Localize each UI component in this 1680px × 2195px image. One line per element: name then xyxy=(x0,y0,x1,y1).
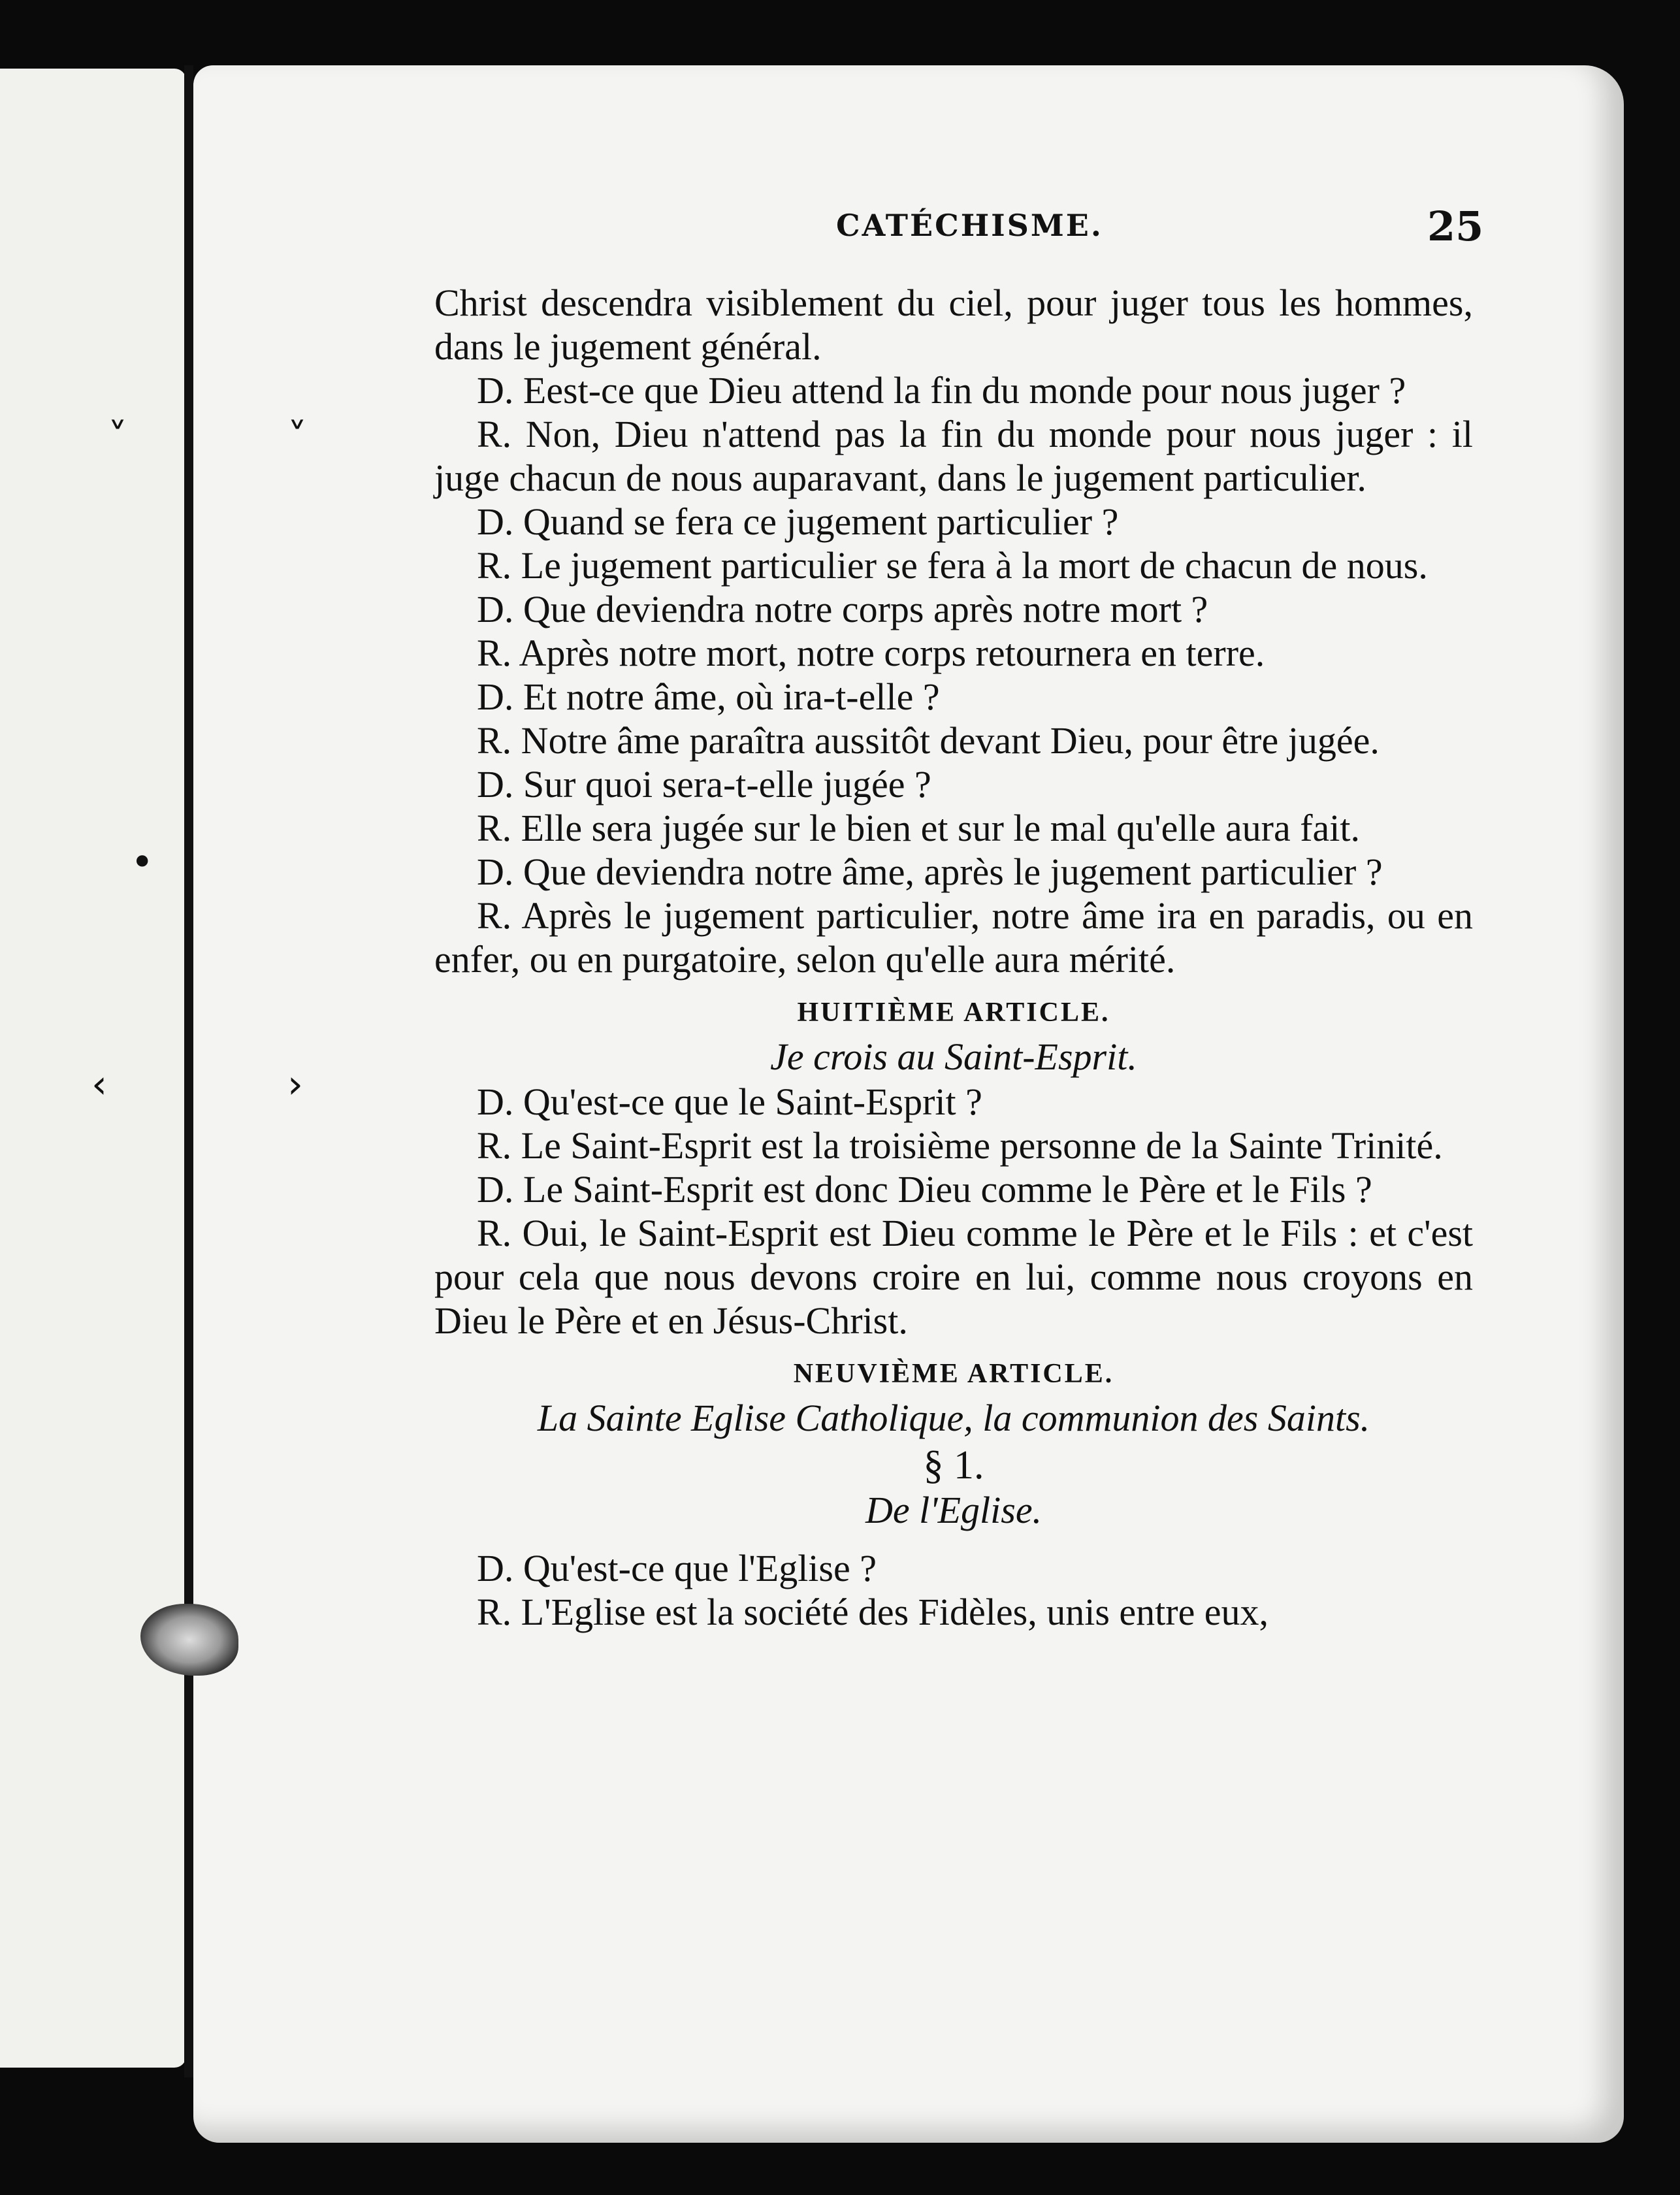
paragraph: D. Qu'est-ce que l'Eglise ? xyxy=(477,1547,877,1589)
margin-speck: ‹ xyxy=(91,1062,107,1107)
catechism-text xyxy=(434,281,1473,1634)
paragraph: D. Quand se fera ce jugement particulier ? xyxy=(477,500,1119,543)
paragraph: Christ descendra visiblement du ciel, pour juger tous les hommes, dans le jugement général. xyxy=(434,282,1473,368)
paragraph: D. Eest-ce que Dieu attend la fin du monde pour nous juger ? xyxy=(477,369,1406,412)
margin-speck: ˅ xyxy=(287,415,307,461)
paragraph: R. Oui, le Saint-Esprit est Dieu comme le Père et le Fils : et c'est pour cela que nous devons croire en lui, comme nous croyons en Dieu le Père et en Jésus-Christ. xyxy=(434,1212,1473,1342)
paragraph: R. Le Saint-Esprit est la troisième personne de la Sainte Trinité. xyxy=(477,1124,1443,1167)
subsection-title: De l'Eglise. xyxy=(865,1489,1042,1531)
paragraph: R. Notre âme paraîtra aussitôt devant Dieu, pour être jugée. xyxy=(477,719,1380,762)
paragraph: R. Non, Dieu n'attend pas la fin du monde pour nous juger : il juge chacun de nous auparavant, dans le jugement particulier. xyxy=(434,413,1473,499)
paragraph: D. Que deviendra notre corps après notre mort ? xyxy=(477,588,1208,630)
paragraph: D. Que deviendra notre âme, après le jugement particulier ? xyxy=(477,851,1383,893)
margin-speck: • xyxy=(131,839,154,885)
paragraph: R. Le jugement particulier se fera à la mort de chacun de nous. xyxy=(477,544,1428,587)
page-number: 25 xyxy=(1427,203,1484,250)
margin-speck: ˅ xyxy=(108,415,127,461)
margin-speck: › xyxy=(287,1062,303,1107)
paragraph: R. L'Eglise est la société des Fidèles, unis entre eux, xyxy=(477,1591,1269,1633)
page-header xyxy=(0,203,1680,260)
article-subtitle: Je crois au Saint-Esprit. xyxy=(770,1035,1137,1078)
paragraph: R. Après le jugement particulier, notre âme ira en paradis, ou en enfer, ou en purgatoire, selon qu'elle aura mérité. xyxy=(434,894,1473,981)
paragraph: R. Elle sera jugée sur le bien et sur le mal qu'elle aura fait. xyxy=(477,807,1360,849)
book-spine xyxy=(184,65,193,2077)
paragraph: D. Sur quoi sera-t-elle jugée ? xyxy=(477,763,931,805)
article-subtitle: La Sainte Eglise Catholique, la communion des Saints. xyxy=(537,1397,1370,1439)
paragraph: D. Qu'est-ce que le Saint-Esprit ? xyxy=(477,1081,982,1123)
paragraph: D. Et notre âme, où ira-t-elle ? xyxy=(477,675,940,718)
article-heading: NEUVIÈME ARTICLE. xyxy=(793,1359,1114,1389)
paragraph: D. Le Saint-Esprit est donc Dieu comme le Père et le Fils ? xyxy=(477,1168,1372,1211)
article-heading: HUITIÈME ARTICLE. xyxy=(797,998,1110,1028)
paragraph: R. Après notre mort, notre corps retournera en terre. xyxy=(477,632,1265,674)
running-title: CATÉCHISME. xyxy=(836,208,1103,243)
paragraph-sign: § 1. xyxy=(923,1443,984,1488)
